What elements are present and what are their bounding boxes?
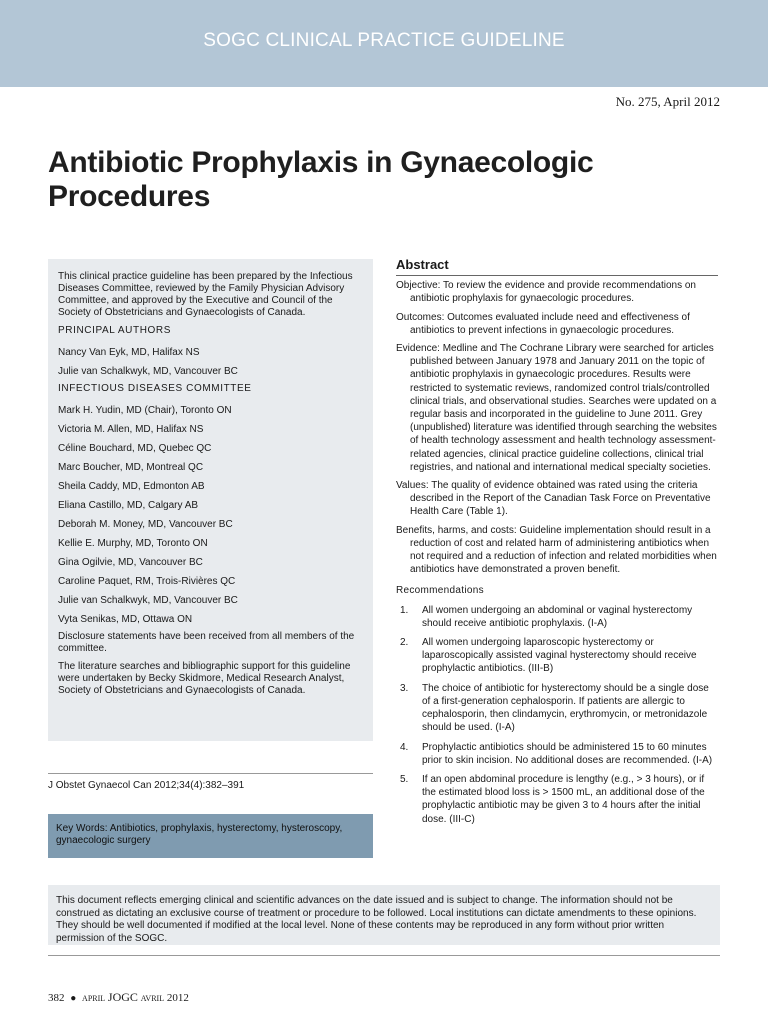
recommendation-item bbox=[396, 636, 718, 676]
journal-name: JOGC bbox=[107, 990, 138, 1004]
recommendations-heading: Recommendations bbox=[396, 585, 484, 597]
recommendation-text: All women undergoing an abdominal or vaginal hysterectomy should receive antibiotic prophylaxis. (I-A) bbox=[422, 604, 693, 629]
disclosure-statement: Disclosure statements have been received from all members of the committee. bbox=[58, 631, 355, 654]
guideline-banner bbox=[0, 0, 768, 87]
authors-box bbox=[48, 259, 373, 741]
recommendation-item bbox=[396, 773, 718, 826]
footer-year: 2012 bbox=[166, 992, 189, 1004]
bullet-icon: ● bbox=[70, 993, 77, 1004]
committee-member: Julie van Schalkwyk, MD, Vancouver BC bbox=[58, 595, 238, 606]
recommendation-text: The choice of antibiotic for hysterectomy should be a single dose of a first-generation cephalosporin. If patients are allergic to cephalosporin, then clindamycin, erythromycin, or metronidazole should be used. (I-A) bbox=[422, 682, 709, 734]
committee-member: Victoria M. Allen, MD, Halifax NS bbox=[58, 424, 204, 435]
abstract-benefits: Benefits, harms, and costs: Guideline implementation should result in a reduction of cost and related harm of administering antibiotics when not required and a reduction of infection and related morbidities when antibiotics have demonstrated a proven benefit. bbox=[396, 524, 717, 576]
abstract-section bbox=[396, 258, 718, 832]
abstract-values: Values: The quality of evidence obtained was rated using the criteria described in the Report of the Canadian Task Force on Preventative Health Care (Table 1). bbox=[396, 480, 711, 518]
abstract-evidence: Evidence: Medline and The Cochrane Library were searched for articles published between January 1978 and January 2011 on the topic of antibiotic prophylaxis in gynaecologic procedures. Results were restricted to systematic reviews, randomized control trials/controlled clinical trials, and observational studies. Searches were updated on a regular basis and incorporated in the guideline to June 2011. Grey (unpublished) literature was identified through searching the websites of health technology assessment and health technology assessment-related agencies, clinical practice guideline collections, clinical trial registries, and national and international medical specialty societies. bbox=[396, 343, 717, 473]
guideline-intro: This clinical practice guideline has been prepared by the Infectious Diseases Committee, reviewed by the Family Physician Advisory Committee, and approved by the Executive and Council of the Society of Obstetricians and Gynaecologists of Canada. bbox=[58, 271, 353, 318]
recommendation-item bbox=[396, 741, 718, 767]
recommendation-number: 4. bbox=[400, 741, 409, 753]
recommendation-number: 1. bbox=[400, 604, 409, 616]
recommendation-number: 3. bbox=[400, 682, 409, 694]
journal-citation: J Obstet Gynaecol Can 2012;34(4):382–391 bbox=[48, 773, 373, 791]
banner-title: SOGC CLINICAL PRACTICE GUIDELINE bbox=[203, 30, 565, 51]
principal-authors-heading: PRINCIPAL AUTHORS bbox=[58, 325, 171, 336]
abstract-outcomes: Outcomes: Outcomes evaluated include need and effectiveness of antibiotics to prevent infections in gynaecologic procedures. bbox=[396, 311, 690, 336]
committee-member: Kellie E. Murphy, MD, Toronto ON bbox=[58, 538, 208, 549]
recommendation-text: All women undergoing laparoscopic hysterectomy or laparoscopically assisted vaginal hysterectomy should receive prophylactic antibiotics. (III-B) bbox=[422, 637, 697, 675]
key-words-box: Key Words: Antibiotics, prophylaxis, hysterectomy, hysteroscopy, gynaecologic surgery bbox=[48, 814, 373, 858]
committee-member: Céline Bouchard, MD, Quebec QC bbox=[58, 443, 212, 454]
recommendation-text: If an open abdominal procedure is lengthy (e.g., > 3 hours), or if the estimated blood loss is > 1500 mL, an additional dose of the prophylactic antibiotic may be given 3 to 4 hours after the initial dose. (III-C) bbox=[422, 773, 705, 825]
page-footer bbox=[48, 990, 189, 1005]
issue-number: No. 275, April 2012 bbox=[615, 94, 720, 109]
page-number: 382 bbox=[48, 992, 65, 1004]
committee-member: Marc Boucher, MD, Montreal QC bbox=[58, 462, 204, 473]
committee-member: Vyta Senikas, MD, Ottawa ON bbox=[58, 614, 193, 625]
committee-list bbox=[58, 401, 363, 629]
recommendation-item bbox=[396, 604, 718, 630]
committee-member: Sheila Caddy, MD, Edmonton AB bbox=[58, 481, 205, 492]
principal-authors-list bbox=[58, 343, 363, 381]
footer-month-fr: avril bbox=[140, 992, 165, 1004]
committee-member: Mark H. Yudin, MD (Chair), Toronto ON bbox=[58, 405, 232, 416]
committee-member: Eliana Castillo, MD, Calgary AB bbox=[58, 500, 199, 511]
abstract-heading: Abstract bbox=[396, 258, 718, 276]
recommendation-text: Prophylactic antibiotics should be administered 15 to 60 minutes prior to skin incision. No additional doses are recommended. (I-A) bbox=[422, 741, 713, 766]
recommendation-number: 2. bbox=[400, 637, 409, 649]
committee-member: Caroline Paquet, RM, Trois-Rivières QC bbox=[58, 576, 236, 587]
author: Julie van Schalkwyk, MD, Vancouver BC bbox=[58, 366, 238, 377]
committee-member: Deborah M. Money, MD, Vancouver BC bbox=[58, 519, 233, 530]
article-title: Antibiotic Prophylaxis in Gynaecologic Procedures bbox=[48, 146, 594, 213]
committee-heading: INFECTIOUS DISEASES COMMITTEE bbox=[58, 383, 252, 394]
footer-month: april bbox=[82, 992, 106, 1004]
author: Nancy Van Eyk, MD, Halifax NS bbox=[58, 347, 200, 358]
disclaimer-notice: This document reflects emerging clinical and scientific advances on the date issued and is subject to change. The information should not be construed as dictating an exclusive course of treatment or procedure to be followed. Local institutions can dictate amendments to these opinions. They should be well documented if modified at the local level. None of these contents may be reproduced in any form without prior written permission of the SOGC. bbox=[48, 885, 720, 945]
literature-support: The literature searches and bibliographic support for this guideline were undertaken by Becky Skidmore, Medical Research Analyst, Society of Obstetricians and Gynaecologists of Canada. bbox=[58, 661, 351, 696]
recommendation-number: 5. bbox=[400, 773, 409, 785]
abstract-objective: Objective: To review the evidence and provide recommendations on antibiotic prophylaxis for gynaecologic procedures. bbox=[396, 280, 696, 305]
committee-member: Gina Ogilvie, MD, Vancouver BC bbox=[58, 557, 203, 568]
recommendation-item bbox=[396, 682, 718, 735]
footer-divider bbox=[48, 955, 720, 956]
